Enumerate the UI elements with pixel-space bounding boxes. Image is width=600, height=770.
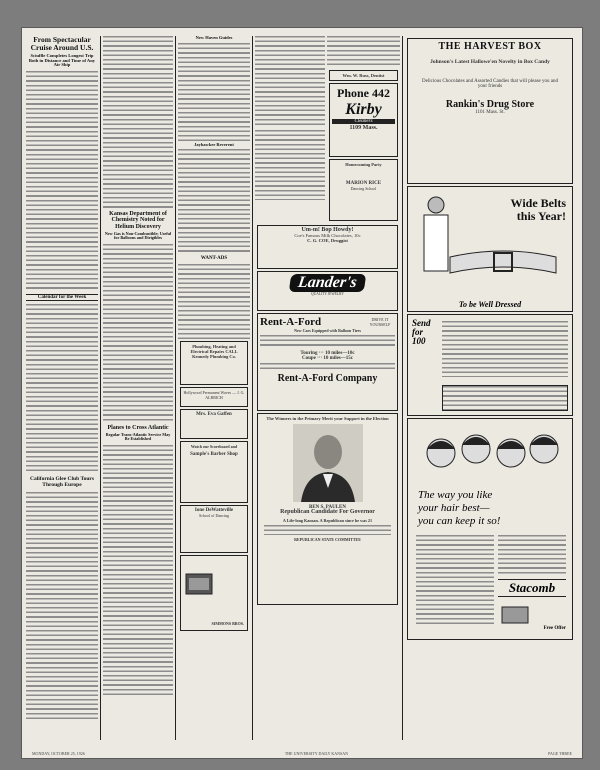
kansas-subhead: New Gas is Non-Combustible; Useful for Balloons and Dirigibles xyxy=(104,230,172,241)
kansas-body xyxy=(103,244,173,422)
glee-body xyxy=(26,492,98,722)
coupe-rate: Coupe ··· 10 miles—15c xyxy=(302,356,353,361)
belt-icon xyxy=(448,243,558,281)
kirby-address: 1109 Mass. xyxy=(349,125,378,131)
col4-top xyxy=(255,36,400,223)
rankin-name: Rankin's Drug Store xyxy=(445,99,535,110)
balloon-tires: New Cars Equipped with Balloon Tires xyxy=(294,328,361,333)
state-committee: REPUBLICAN STATE COMMITTEE xyxy=(294,537,361,542)
kirby-cleaners: Cleaners xyxy=(332,119,395,124)
gaffen-ad: Mrs. Eva Gaffen xyxy=(180,409,248,439)
landers-ad xyxy=(257,271,398,311)
barber-line-1: Watch our Scoreboard and xyxy=(190,443,238,449)
coe-ad xyxy=(257,225,398,269)
col4-text-b xyxy=(327,36,400,68)
column-rule xyxy=(402,36,403,740)
dentist-ad: Wm. W. Russ, Dentist xyxy=(329,70,398,81)
column-1 xyxy=(26,36,98,740)
radio-icon xyxy=(185,570,213,596)
newspaper-page xyxy=(22,28,582,758)
headline-cruise: From Spectacular Cruise Around U.S. xyxy=(30,36,94,52)
coe-druggist: C. G. COE, Druggist xyxy=(307,238,348,243)
kirby-ad xyxy=(329,83,398,157)
coe-headline: Um-m! Bop Howdy! xyxy=(301,227,354,233)
stacomb-text-2 xyxy=(498,535,566,575)
barber-line-2: Sample's Barber Shop xyxy=(190,451,238,457)
homecoming-party: Homecoming Party xyxy=(345,162,382,167)
belts-line-2: this Year! xyxy=(516,209,566,224)
jayhawker-body xyxy=(178,149,250,254)
rent-a-ford-company: Rent-A-Ford Company xyxy=(277,373,378,384)
rent-a-ford-title: Rent-A-Ford xyxy=(260,316,322,328)
hair-tagline xyxy=(418,489,500,529)
rankin-address: 1101 Mass. St. xyxy=(475,110,505,115)
column-3 xyxy=(178,36,250,740)
harvest-title: THE HARVEST BOX xyxy=(438,41,542,52)
touring-rate: Touring ··· 10 miles—10c xyxy=(300,351,355,356)
glee-headline: California Glee Club Tours Through Europe xyxy=(29,476,95,489)
column-rule xyxy=(252,36,253,740)
column-2 xyxy=(103,36,173,740)
belts-line-1: Wide Belts xyxy=(510,196,566,210)
kirby-logo: Kirby xyxy=(345,101,382,118)
send-for-ad xyxy=(407,314,573,416)
belts-headline xyxy=(511,197,566,223)
jar-icon xyxy=(500,603,530,625)
stacomb-text xyxy=(416,535,494,625)
planes-subhead: Regular Trans-Atlantic Service May Be Established xyxy=(105,432,171,442)
calendar-heading: Calendar for the Week xyxy=(26,294,98,301)
albrich-ad: Hollywood Permanent Waves — J. G. ALBRICH xyxy=(180,387,248,407)
delicious-text: Delicious Chocolates and Assorted Candies that will please you and your friends xyxy=(422,79,558,89)
dance-ad xyxy=(329,159,398,221)
simmons-name: SIMMONS BROS. xyxy=(211,620,244,626)
drive-yourself: DRIVE IT YOURSELF xyxy=(369,317,391,327)
want-ads-heading: WANT-ADS xyxy=(200,256,228,262)
hair-line-2: your hair best— xyxy=(418,502,490,515)
candidate-name: BEN S. PAULEN xyxy=(309,505,346,510)
jayhawker-heading: Jayhawker Reverent xyxy=(194,141,234,147)
belts-ad xyxy=(407,186,573,312)
news-heading: New Haven Guides xyxy=(195,36,233,40)
plumbing-ad: Plumbing, Heating and Electrical Repairs CALL Kennedy Plumbing Co. xyxy=(180,341,248,385)
candidate-portrait-icon xyxy=(293,424,363,502)
marion-rice: MARION RICE xyxy=(345,181,382,186)
ione-school: School of Dancing xyxy=(199,512,229,518)
stacomb-ad xyxy=(407,418,573,640)
kirby-phone: Phone 442 xyxy=(336,86,390,100)
paulen-text xyxy=(264,525,391,535)
footer-date: MONDAY, OCTOBER 25, 1926 xyxy=(32,751,85,756)
candidate-office: Republican Candidate For Governor xyxy=(280,509,375,515)
coupon-box xyxy=(442,385,568,411)
col4-text-a xyxy=(255,36,325,126)
rent-text-2 xyxy=(260,363,395,371)
column-rule xyxy=(175,36,176,740)
stacomb-logo: Stacomb xyxy=(498,579,566,597)
planes-headline: Planes to Cross Atlantic xyxy=(107,424,169,431)
article-body xyxy=(103,36,173,208)
landers-logo: Lander's xyxy=(289,274,366,292)
hair-line-1: The way you like xyxy=(418,489,493,501)
column-4 xyxy=(255,36,400,740)
johnson-novelty: Johnson's Latest Hallowe'en Novelty in Box Candy xyxy=(430,59,550,65)
harvest-box-ad xyxy=(407,38,573,184)
simmons-ad xyxy=(180,555,248,631)
column-rule xyxy=(100,36,101,740)
footer-page-number: PAGE THREE xyxy=(548,751,572,756)
coe-chocolates: Coe's Famous Milk Chocolates, 10c xyxy=(294,233,361,238)
news-body xyxy=(178,43,250,141)
dancing-school: Dancing School xyxy=(350,186,377,191)
kansas-headline: Kansas Department of Chemistry Noted for Helium Discovery xyxy=(109,211,167,230)
rent-text xyxy=(260,335,395,349)
send-for-text: Send for 100 xyxy=(412,318,431,346)
well-dressed: To be Well Dressed xyxy=(458,300,522,309)
send-text xyxy=(442,321,568,377)
page-footer xyxy=(22,751,582,756)
free-offer: Free Offer xyxy=(543,626,566,631)
paulen-ad xyxy=(257,413,398,605)
article-body xyxy=(26,71,98,291)
column-5 xyxy=(405,36,575,740)
subhead-cruise: Sciuffle Completes Longest Trip Both in Distance and Time of Any Air Ship xyxy=(28,52,96,68)
want-ads-body xyxy=(178,264,250,339)
ione-name: Ione DeWatteville xyxy=(194,507,234,513)
calendar-body xyxy=(26,304,98,474)
planes-body xyxy=(103,445,173,695)
faces-icon xyxy=(416,423,566,483)
col4-text-c xyxy=(255,130,325,200)
ione-ad xyxy=(180,505,248,553)
rent-a-ford-ad xyxy=(257,313,398,411)
barber-ad xyxy=(180,441,248,503)
landers-tagline: QUALITY JEWELRY xyxy=(311,292,344,296)
winners-text: The Winners in the Primary Merit your Support in the Election xyxy=(266,416,389,421)
hair-line-3: you can keep it so! xyxy=(418,515,501,528)
footer-paper-name: THE UNIVERSITY DAILY KANSAN xyxy=(284,751,348,756)
lifelong-kansan: A Life-long Kansan. A Republican since he was 21 xyxy=(282,518,373,523)
